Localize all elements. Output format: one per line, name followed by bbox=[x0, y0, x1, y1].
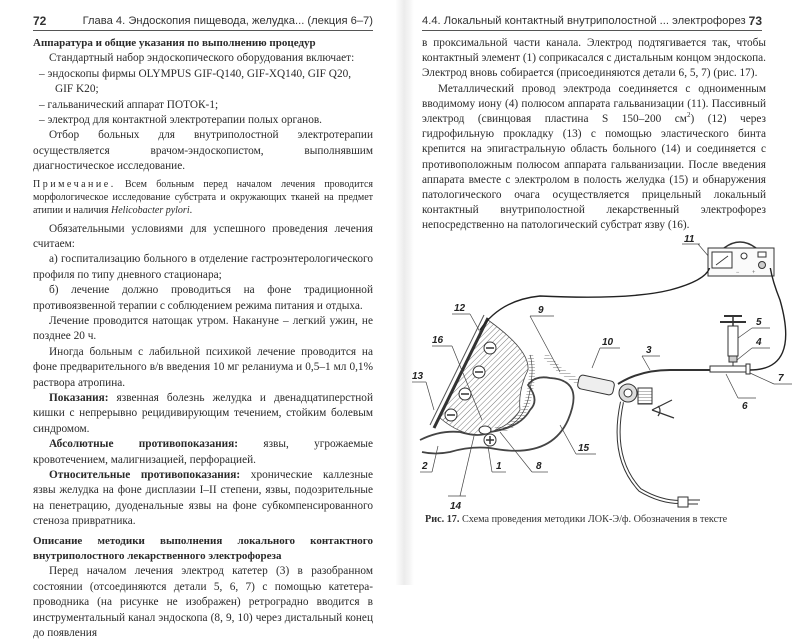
endoscope-handle bbox=[577, 374, 700, 507]
paragraph-fasting: Лечение проводится натощак утром. Накануне – легкий ужин, не позднее 20 ч. bbox=[33, 314, 373, 343]
syringe bbox=[720, 316, 746, 366]
rel-contra-label: Относительные противопоказания: bbox=[49, 469, 241, 482]
right-page bbox=[400, 0, 800, 585]
left-page bbox=[0, 0, 400, 640]
heading-method: Описание методики выполнения локального контактного внутриполостного лекарственного электрофореза bbox=[33, 534, 373, 563]
left-page-body bbox=[33, 36, 373, 642]
wire-text-1: Металлический провод электрода соединяется с одноименным вводимому иону (4) полюсом аппарата гальванизации (11). Пассивный электрод (свинцовая пластина S 150–200 см bbox=[422, 82, 766, 126]
note-label: Примечание. bbox=[33, 178, 116, 190]
figure-17-diagram bbox=[408, 268, 800, 513]
paragraph-standard-set: Стандартный набор эндоскопического оборудования включает: bbox=[49, 52, 355, 65]
figure-caption bbox=[425, 514, 727, 525]
paragraph-absolute-contraindications bbox=[33, 437, 373, 468]
figure-label-15: 15 bbox=[578, 443, 590, 454]
right-page-body bbox=[422, 36, 766, 234]
paragraph-conditions: Обязательными условиями для успешного проведения лечения считаем: bbox=[33, 222, 373, 250]
right-running-head bbox=[422, 12, 762, 31]
figure-label-8: 8 bbox=[536, 461, 542, 472]
minus-terminal-label: − bbox=[736, 270, 740, 276]
left-running-head bbox=[33, 12, 373, 31]
running-head-right-text: 4.4. Локальный контактный внутриполостной ... электрофорез bbox=[422, 15, 746, 27]
caption-label: Рис. 17. bbox=[425, 514, 460, 525]
list-item: – электрод для контактной электротерапии полых органов. bbox=[39, 114, 322, 127]
contact-element bbox=[479, 426, 491, 434]
page-number-right: 73 bbox=[748, 14, 762, 28]
abs-contra-text: язвы, угрожаемые кровотечением, малигнизацией, перфорацией. bbox=[33, 438, 373, 466]
figure-label-7: 7 bbox=[778, 373, 784, 384]
abs-contra-label: Абсолютные противопоказания: bbox=[49, 438, 239, 451]
paragraph-selection: Отбор больных для внутриполостной электротерапии осуществляется врачом-эндоскопистом, выполнявшим диагностическое исследование. bbox=[33, 129, 373, 173]
plus-terminal-label: + bbox=[752, 270, 756, 276]
caption-text: Схема проведения методики ЛОК-Э/ф. Обозначения в тексте bbox=[459, 514, 728, 525]
figure-label-6: 6 bbox=[742, 401, 748, 412]
note-text: Всем больным перед началом лечения проводится морфологическое исследование субстрата и окружающих тканей на предмет атипии и наличия bbox=[33, 178, 373, 217]
indications-text: язвенная болезнь желудка и двенадцатиперстной кишки с непрерывно рецидивирующим течением, стойким болевым синдромом. bbox=[33, 392, 373, 435]
running-head-left-text: Глава 4. Эндоскопия пищевода, желудка... (лекция 6–7) bbox=[82, 15, 373, 27]
catheter bbox=[618, 370, 710, 384]
note bbox=[33, 178, 373, 218]
figure-label-14: 14 bbox=[450, 501, 462, 512]
list-item: – гальванический аппарат ПОТОК-1; bbox=[39, 98, 219, 111]
figure-label-5: 5 bbox=[756, 317, 762, 328]
wire-superscript: 2 bbox=[686, 111, 691, 120]
paragraph-method: Перед началом лечения электрод катетер (3) в разобранном состоянии (отсоединяются детали 5, 6, 7) с помощью катетера-проводника (на рисунке не изображен) ретроградно вводится в инструментальный канал эндоскопа (8, 9, 10) через дистальный конец до появления bbox=[33, 565, 373, 640]
paragraph-continue: в проксимальной части канала. Электрод подтягивается так, чтобы контактный элемент (1) соприкасался с дистальным концом эндоскопа. Электрод вновь собирается (присоединяются детали 6, 5, 7) (рис. 17). bbox=[422, 37, 766, 80]
note-italic: Helicobacter pylori bbox=[111, 205, 190, 217]
figure-label-9: 9 bbox=[538, 305, 544, 316]
figure-label-13: 13 bbox=[412, 371, 424, 382]
figure-label-1: 1 bbox=[496, 461, 502, 472]
paragraph-condition-b: б) лечение должно проводиться на фоне традиционной противоязвенной терапии с соблюдением режима питания и отдыха. bbox=[33, 284, 373, 312]
figure-label-11: 11 bbox=[684, 234, 695, 245]
page-number-left: 72 bbox=[33, 14, 47, 28]
heading-equipment: Аппаратура и общие указания по выполнению процедур bbox=[33, 37, 316, 49]
note-end: . bbox=[189, 205, 193, 217]
t-connector bbox=[710, 366, 746, 372]
list-item: – эндоскопы фирмы OLYMPUS GIF-Q140, GIF-XQ140, GIF Q20, bbox=[39, 67, 352, 80]
figure-label-4: 4 bbox=[756, 337, 762, 348]
figure-label-2: 2 bbox=[422, 461, 428, 472]
paragraph-wire bbox=[422, 82, 766, 234]
figure-label-3: 3 bbox=[646, 345, 652, 356]
indications-label: Показания: bbox=[49, 392, 109, 405]
paragraph-condition-a: а) госпитализацию больного в отделение гастроэнтерологического профиля по типу дневного стационара; bbox=[33, 253, 373, 281]
list-item: GIF K20; bbox=[55, 83, 99, 96]
paragraph-relative-contraindications bbox=[33, 468, 373, 530]
paragraph-indications bbox=[33, 391, 373, 437]
rel-contra-text: хронические каллезные язвы желудка на фоне дисплазии I–II степени, язвы, подозрительные на пенетрацию, дуоденальные язвы на фоне субкомпенсированного стеноза привратника. bbox=[33, 469, 373, 528]
eye-icon bbox=[652, 400, 674, 418]
paragraph-labile: Иногда больным с лабильной психикой лечение проводится на фоне предварительного в/в введения 10 мг реланиума и 0,5–1 мл 0,1% раствора атропина. bbox=[33, 345, 373, 389]
figure-label-10: 10 bbox=[602, 337, 614, 348]
figure-label-16: 16 bbox=[432, 335, 444, 346]
figure-label-12: 12 bbox=[454, 303, 466, 314]
wire-text-2: ) (12) через гидрофильную прокладку (13) с помощью эластического бинта крепится на эпигастральную область больного (14) и соединяется с противоположным полюсом аппарата гальванизации. После введения аппарата вместе с электролом в полость желудка (15) и обнаружения патологического очага осуществляется прицельный локальный контактный внутриполостной лекарственный электрофорез непосредственно на патологический субстрат язву (16). bbox=[422, 113, 766, 232]
plate-wire bbox=[480, 268, 710, 330]
